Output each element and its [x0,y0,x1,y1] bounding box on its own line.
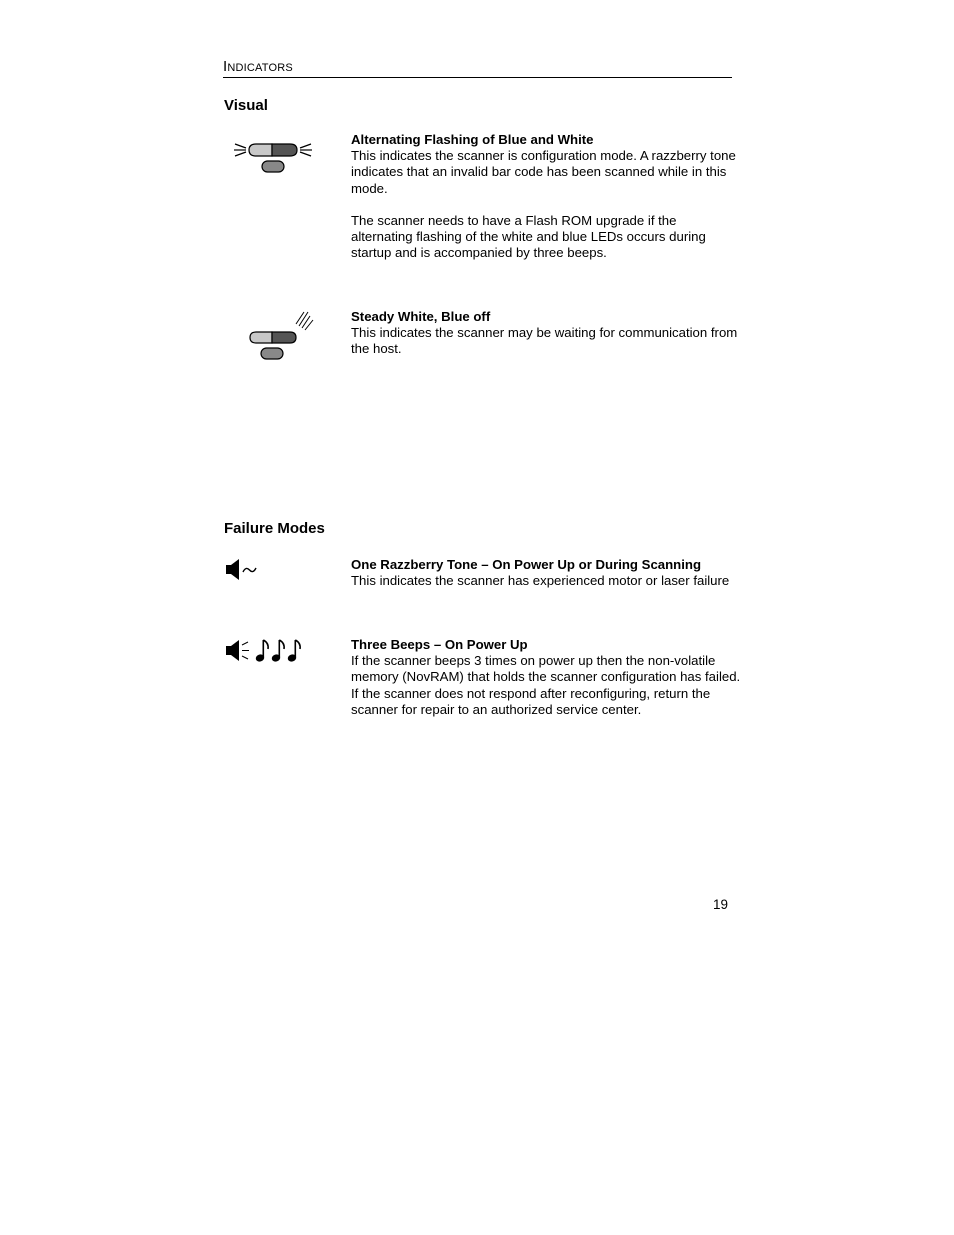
visual-heading: Visual [224,97,268,114]
entry-text: This indicates the scanner has experienced motor or laser failure [351,573,730,589]
entry-three-beeps [351,637,741,718]
failure-modes-heading: Failure Modes [224,520,325,537]
entry-title: Steady White, Blue off [351,309,491,324]
speaker-razzberry-icon [224,557,262,583]
led-steady-white-icon [244,306,318,364]
entry-title: One Razzberry Tone – On Power Up or During Scanning [351,557,702,572]
entry-steady-white [351,309,741,358]
speaker-three-beeps-icon [224,636,306,666]
led-alternating-flash-icon [232,134,316,176]
entry-razzberry-tone [351,557,741,589]
page-number: 19 [713,897,729,912]
entry-text: This indicates the scanner is configuration mode. A razzberry tone indicates that an invalid bar code has been scanned while in this mode. [351,148,736,196]
entry-alternating-flash [351,132,741,261]
entry-text: The scanner needs to have a Flash ROM upgrade if the alternating flashing of the white and blue LEDs occurs during startup and is accompanied by three beeps. [351,212,706,261]
section-title: Indicators [223,58,732,78]
entry-text: If the scanner beeps 3 times on power up then the non-volatile memory (NovRAM) that holds the scanner configuration has failed. If the scanner does not respond after reconfiguring, return the scanner for repair to an authorized service center. [351,653,741,717]
entry-title: Alternating Flashing of Blue and White [351,132,594,147]
entry-text: This indicates the scanner may be waiting for communication from the host. [351,325,738,357]
entry-title: Three Beeps – On Power Up [351,637,528,652]
